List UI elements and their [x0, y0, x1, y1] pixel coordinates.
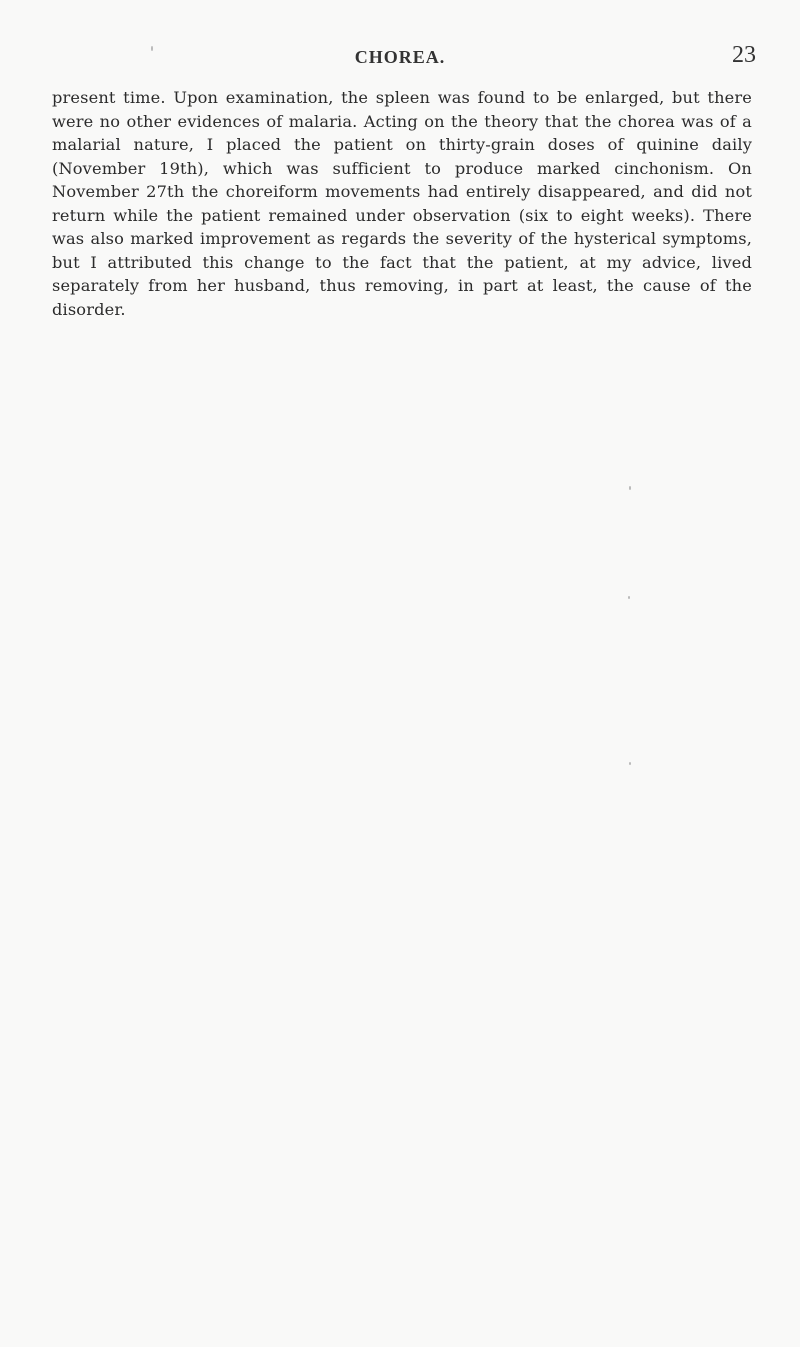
running-title: CHOREA.: [354, 47, 446, 67]
page-number: 23: [732, 42, 756, 68]
body-paragraph: present time. Upon examination, the spleen was found to be enlarged, but there were no other evidences of malaria. Acting on the theory that the chorea was of a malarial nature, I placed the patient on thirty-grain doses of quinine daily (November 19th), which was sufficient to produce marked cinchonism. On November 27th the choreiform movements had entirely disappeared, and did not return while the patient remained under observation (six to eight weeks). There was also marked improvement as regards the severity of the hysterical symptoms, but I attributed this change to the fact that the patient, at my advice, lived separately from her husband, thus removing, in part at least, the cause of the disorder.: [52, 88, 752, 319]
scan-speck: [629, 486, 631, 490]
scan-speck: [629, 762, 631, 765]
scan-speck: [628, 596, 630, 599]
scan-speck: [151, 46, 153, 51]
